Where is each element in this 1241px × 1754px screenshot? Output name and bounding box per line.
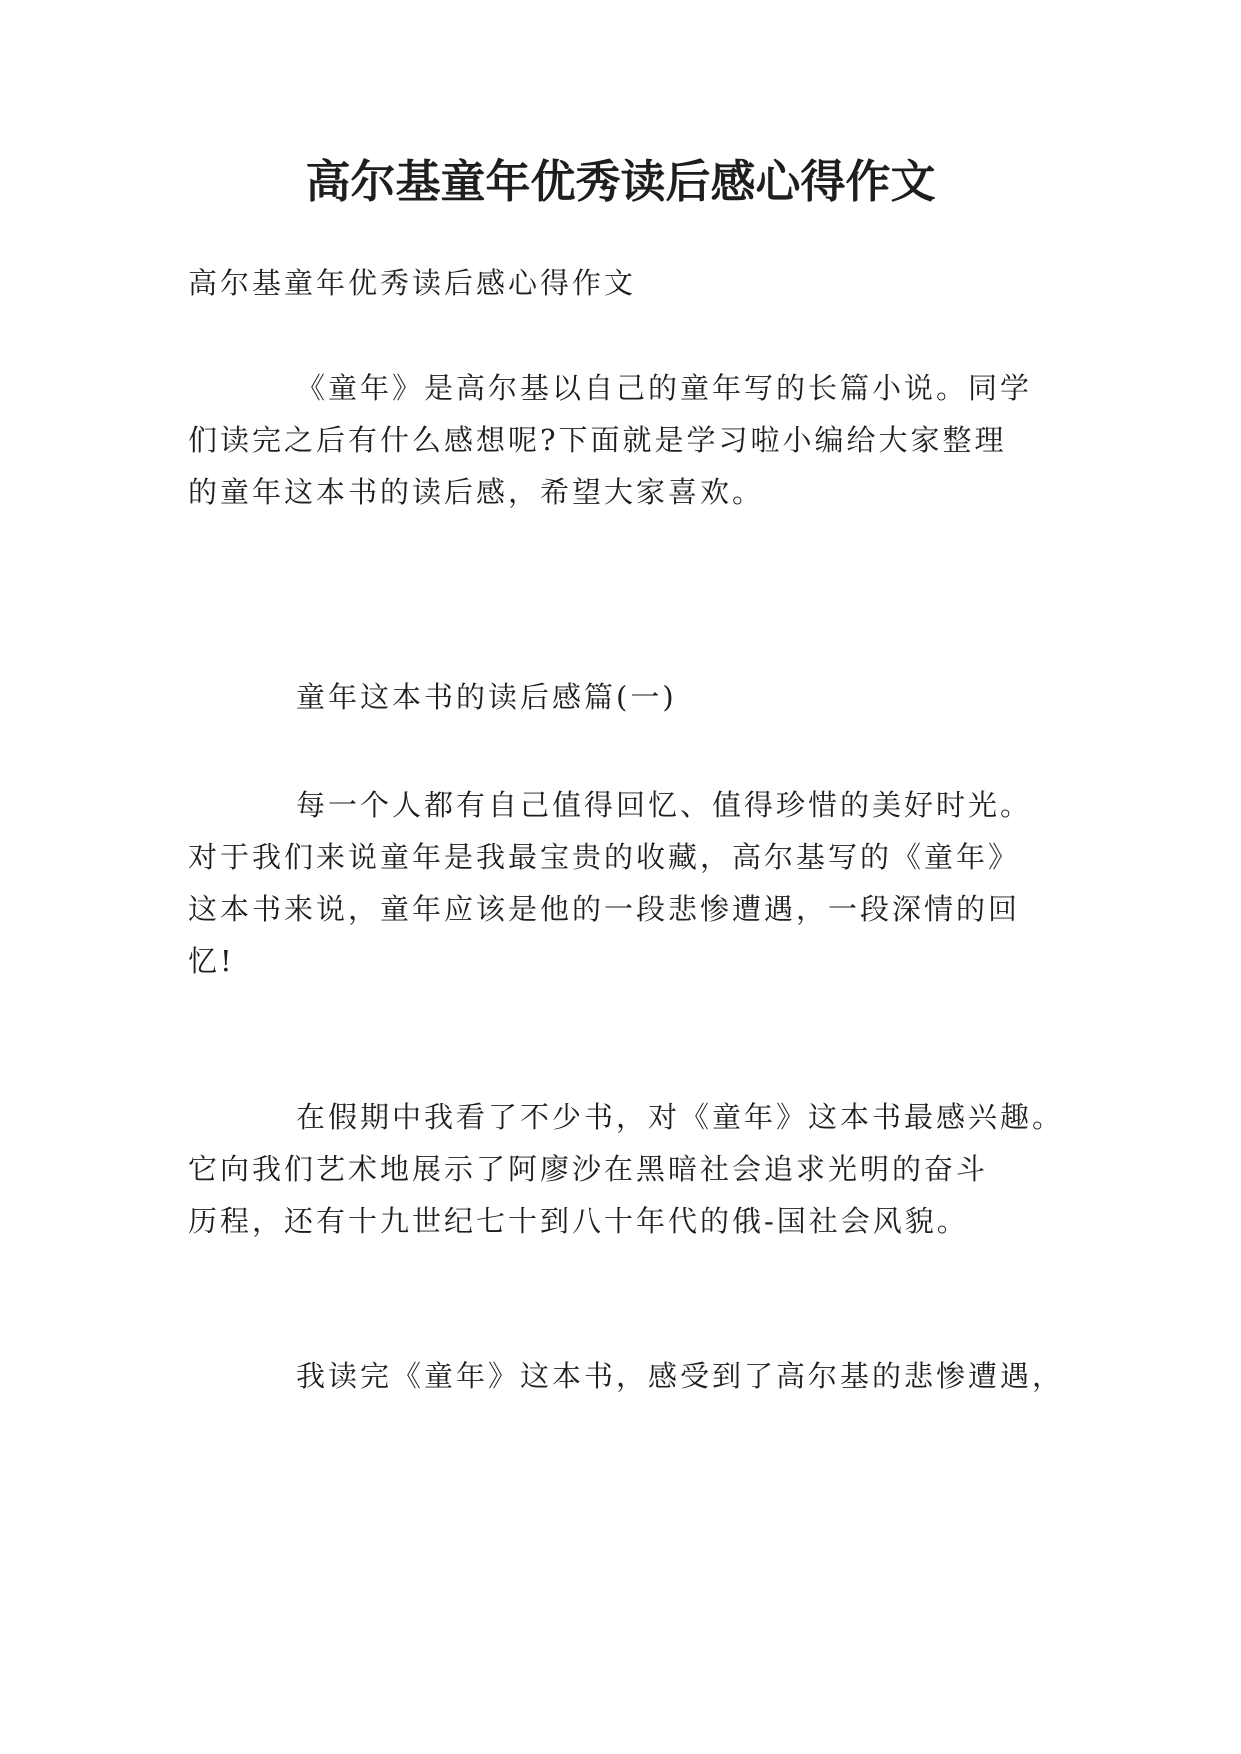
document-subtitle: 高尔基童年优秀读后感心得作文 [188,266,637,300]
document-title: 高尔基童年优秀读后感心得作文 [305,155,936,208]
paragraph-2-line-1: 在假期中我看了不少书，对《童年》这本书最感兴趣。 [296,1100,1065,1134]
intro-line-3: 的童年这本书的读后感，希望大家喜欢。 [188,475,765,509]
intro-line-2: 们读完之后有什么感想呢?下面就是学习啦小编给大家整理 [188,423,1007,457]
paragraph-1-line-2: 对于我们来说童年是我最宝贵的收藏，高尔基写的《童年》 [188,840,1021,874]
section-heading: 童年这本书的读后感篇(一) [296,680,677,714]
intro-line-1: 《童年》是高尔基以自己的童年写的长篇小说。同学 [296,371,1033,405]
paragraph-1-line-3: 这本书来说，童年应该是他的一段悲惨遭遇，一段深情的回 [188,892,1021,926]
paragraph-1-line-1: 每一个人都有自己值得回忆、值得珍惜的美好时光。 [296,788,1033,822]
paragraph-2-line-2: 它向我们艺术地展示了阿廖沙在黑暗社会追求光明的奋斗 [188,1152,989,1186]
paragraph-1-line-4: 忆! [188,944,235,978]
paragraph-3-line-1: 我读完《童年》这本书，感受到了高尔基的悲惨遭遇， [296,1359,1065,1393]
paragraph-2-line-3: 历程，还有十九世纪七十到八十年代的俄-国社会风貌。 [188,1204,969,1238]
